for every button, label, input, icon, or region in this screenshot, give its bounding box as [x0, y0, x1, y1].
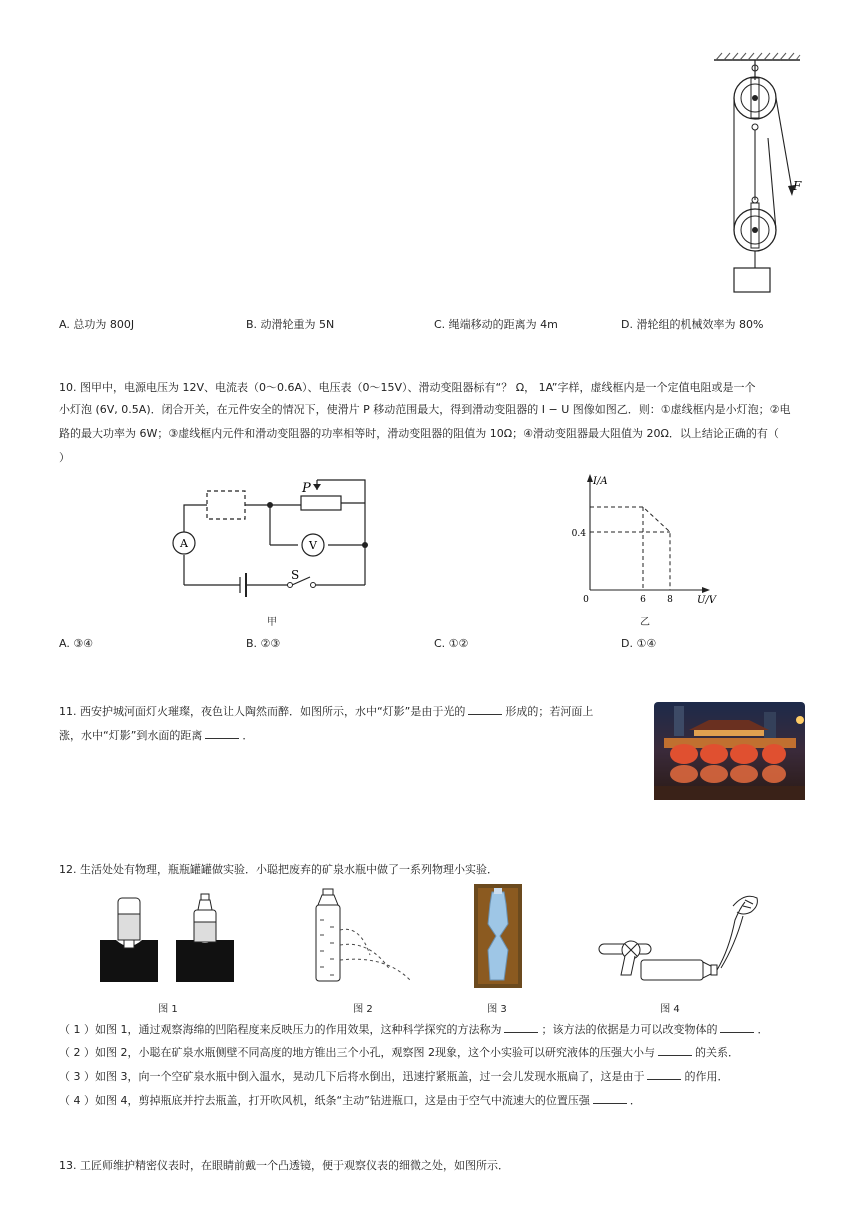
graph-ylabel: I/A — [593, 476, 608, 487]
iu-graph — [565, 470, 735, 610]
q12-sub4-blank[interactable] — [593, 1093, 627, 1104]
q11-text-a: 11. 西安护城河面灯火璀璨，夜色让人陶然而醉．如图所示，水中“灯影”是由于光的 — [59, 705, 466, 718]
q12-sub1-blank-1[interactable] — [504, 1022, 538, 1033]
circuit-caption: 甲 — [267, 617, 277, 628]
graph-xtick-6: 6 — [640, 595, 646, 605]
q10-option-a: A. ③④ — [59, 637, 94, 650]
ammeter-label: A — [180, 537, 188, 550]
q12-sub1-blank-2[interactable] — [720, 1022, 754, 1033]
force-label: F — [793, 179, 802, 193]
q9-option-a: A. 总功为 800J — [59, 318, 135, 331]
figure-2-caption: 图 2 — [353, 1004, 373, 1015]
q12-sub2 — [59, 1045, 739, 1061]
q11-blank-1[interactable] — [468, 704, 502, 715]
figure-2-bottle-holes — [310, 885, 420, 985]
q9-option-c: C. 绳端移动的距离为 4m — [434, 318, 558, 331]
q11-text-b: 形成的；若河面上 — [505, 705, 594, 718]
q12-sub3-blank[interactable] — [647, 1069, 681, 1080]
q12-sub1-text-c: ． — [757, 1023, 769, 1036]
q12-sub2-text-a: （ 2 ）如图 2，小聪在矿泉水瓶侧壁不同高度的地方锥出三个小孔，观察图 2现象，这个小实验可以研究液体的压强大小与 — [59, 1046, 655, 1059]
q9-option-b: B. 动滑轮重为 5N — [246, 318, 335, 331]
q9-option-d: D. 滑轮组的机械效率为 80% — [621, 318, 764, 331]
circuit-diagram — [170, 475, 380, 605]
q10-stem-line4: ） — [59, 451, 70, 464]
pulley-system-figure — [710, 50, 810, 300]
q12-sub3 — [59, 1069, 728, 1085]
graph-origin: 0 — [583, 595, 589, 605]
voltmeter-label: V — [309, 539, 317, 552]
switch-label: S — [291, 568, 300, 582]
slider-label: P — [302, 481, 311, 496]
q10-option-c: C. ①② — [434, 637, 469, 650]
q12-sub2-blank[interactable] — [658, 1045, 692, 1056]
graph-caption: 乙 — [640, 617, 650, 628]
figure-1-bottles-sponge — [96, 890, 246, 985]
figure-1-caption: 图 1 — [158, 1004, 178, 1015]
q12-sub3-text-b: 的作用． — [684, 1070, 729, 1083]
q12-sub4 — [59, 1093, 641, 1109]
q10-stem-line1: 10. 图甲中，电源电压为 12V、电流表（0～0.6A）、电压表（0～15V）、滑动变阻器标有“？ Ω， 1A”字样，虚线框内是一个定值电阻或是一个 — [59, 381, 756, 394]
q11-stem-line1 — [59, 704, 593, 720]
q12-sub1-text-a: （ 1 ）如图 1，通过观察海绵的凹陷程度来反映压力的作用效果，这种科学探究的方法称为 — [59, 1023, 502, 1036]
q10-stem-line2: 小灯泡 (6V, 0.5A)．闭合开关，在元件安全的情况下，使滑片 P 移动范围最大，得到滑动变阻器的 I − U 图像如图乙．则：①虚线框内是小灯泡；②电 — [59, 403, 791, 416]
graph-xlabel: U/V — [697, 595, 717, 606]
night-bridge-photo — [654, 702, 805, 800]
q12-sub2-text-b: 的关系． — [694, 1046, 739, 1059]
q12-sub4-text-a: （ 4 ）如图 4，剪掉瓶底并拧去瓶盖，打开吹风机，纸条“主动”钻进瓶口，这是由于空气中流速大的位置压强 — [59, 1094, 590, 1107]
q12-sub4-text-b: ． — [629, 1094, 641, 1107]
figure-3-crushed-bottle-photo — [474, 884, 522, 988]
graph-xtick-8: 8 — [667, 595, 673, 605]
q11-stem-line2 — [59, 728, 253, 744]
q11-text-d: ． — [242, 729, 254, 742]
figure-4-hairdryer-bottle — [595, 890, 770, 990]
q10-stem-line3: 路的最大功率为 6W；③虚线框内元件和滑动变阻器的功率相等时，滑动变阻器的阻值为 10Ω；④滑动变阻器最大阻值为 20Ω．以上结论正确的有（ — [59, 427, 779, 440]
figure-4-caption: 图 4 — [660, 1004, 680, 1015]
q12-sub3-text-a: （ 3 ）如图 3，向一个空矿泉水瓶中倒入温水，晃动几下后将水倒出，迅速拧紧瓶盖，过一会儿发现水瓶扁了，这是由于 — [59, 1070, 645, 1083]
q11-text-c: 涨，水中“灯影”到水面的距离 — [59, 729, 203, 742]
graph-ytick: 0.4 — [571, 529, 586, 539]
q11-blank-2[interactable] — [205, 728, 239, 739]
figure-3-caption: 图 3 — [487, 1004, 507, 1015]
q10-option-d: D. ①④ — [621, 637, 657, 650]
q12-sub1 — [59, 1022, 768, 1038]
q12-intro: 12. 生活处处有物理，瓶瓶罐罐做实验．小聪把废弃的矿泉水瓶中做了一系列物理小实验． — [59, 863, 498, 876]
q13-stem: 13. 工匠师维护精密仪表时，在眼睛前戴一个凸透镜，便于观察仪表的细微之处，如图所示． — [59, 1159, 509, 1172]
q12-sub1-text-b: ；该方法的依据是力可以改变物体的 — [541, 1023, 718, 1036]
q10-option-b: B. ②③ — [246, 637, 281, 650]
